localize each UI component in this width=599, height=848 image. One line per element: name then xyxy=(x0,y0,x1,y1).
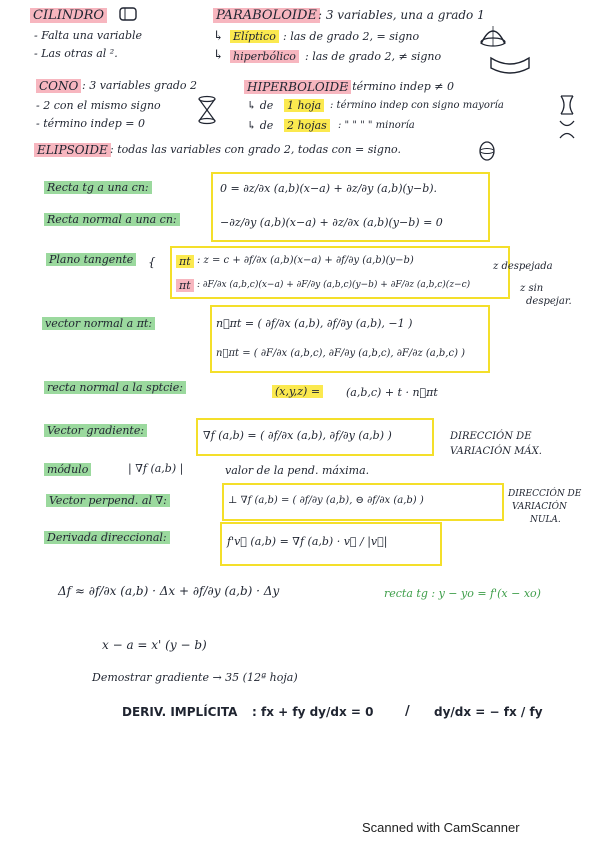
cono-desc: : 3 variables grado 2 xyxy=(82,79,198,92)
branch-arrow-1: ↳ xyxy=(213,29,224,44)
vector-perp-note-1: DIRECCIÓN DE xyxy=(508,489,582,499)
dos-hojas-n: 2 hojas xyxy=(284,119,330,132)
recta-normal-formula: −∂z/∂y (a,b)(x−a) + ∂z/∂x (a,b)(y−b) = 0 xyxy=(220,216,443,229)
recta-normal-sup-label: recta normal a la sptcie: xyxy=(44,381,186,394)
recta-normal-sup-lhs: (x,y,z) = xyxy=(272,385,323,398)
demostrar-text: Demostrar gradiente → 35 (12ª hoja) xyxy=(92,671,298,684)
derivada-label: Derivada direccional: xyxy=(44,531,170,544)
saddle-icon xyxy=(488,52,532,76)
vector-normal-box xyxy=(210,305,490,373)
elipsoide-title: ELIPSOIDE xyxy=(34,143,111,157)
vector-perp-label: Vector perpend. al ∇: xyxy=(46,494,170,507)
vector-perp-note-2: VARIACIÓN xyxy=(512,502,567,512)
recta-tg-green: recta tg : y − yo = f'(x − xo) xyxy=(384,587,541,600)
hyperboloid-two-sheets-icon xyxy=(558,118,576,140)
cilindro-title: CILINDRO xyxy=(30,8,107,23)
pi-t-2: πt xyxy=(176,279,194,292)
vector-normal-label: vector normal a πt: xyxy=(42,317,155,330)
hiperbolico-text: : las de grado 2, ≠ signo xyxy=(305,50,442,63)
plano-tangente-label: Plano tangente xyxy=(46,253,136,266)
hyperboloid-one-sheet-icon xyxy=(558,94,576,116)
recta-tg-label: Recta tg a una cn: xyxy=(44,181,152,194)
implicita-label: DERIV. IMPLÍCITA xyxy=(122,705,238,719)
pi-t-1: πt xyxy=(176,255,194,268)
hiperboloide-desc: : término indep ≠ 0 xyxy=(345,80,454,93)
branch-arrow-2: ↳ xyxy=(213,48,224,63)
elliptic-paraboloid-icon xyxy=(478,22,508,48)
plano-note-1: z despejada xyxy=(493,261,553,272)
eliptico-label: Elíptico xyxy=(230,30,279,43)
hiperbolico-label: hiperbólico xyxy=(230,50,299,63)
una-hoja-pre: ↳ de xyxy=(247,99,274,112)
recta-normal-label: Recta normal a una cn: xyxy=(44,213,180,226)
paraboloide-desc: : 3 variables, una a grado 1 xyxy=(318,8,485,22)
eliptico-text: : las de grado 2, = signo xyxy=(283,30,420,43)
dos-hojas-pre: ↳ de xyxy=(247,119,274,132)
gradiente-note-2: VARIACIÓN MÁX. xyxy=(450,446,542,457)
elipsoide-desc: : todas las variables con grado 2, todas con = signo. xyxy=(110,143,401,156)
cilindro-bullet-2: - Las otras al ². xyxy=(34,47,118,60)
plano-note-2a: z sin xyxy=(520,283,544,294)
cylinder-icon xyxy=(117,6,139,22)
recta-normal-sup-rhs: (a,b,c) + t · n⃗πt xyxy=(346,386,438,399)
incremento-formula: Δf ≈ ∂f/∂x (a,b) · Δx + ∂f/∂y (a,b) · Δy xyxy=(58,584,280,598)
cilindro-bullet-1: - Falta una variable xyxy=(34,29,143,42)
cono-title: CONO xyxy=(36,79,81,93)
modulo-label: módulo xyxy=(44,463,91,476)
dos-hojas-text: : " " " " minoría xyxy=(338,120,415,131)
plano-box xyxy=(170,246,510,299)
modulo-text: valor de la pend. máxima. xyxy=(225,464,370,477)
recta-tg-formula: 0 = ∂z/∂x (a,b)(x−a) + ∂z/∂y (a,b)(y−b). xyxy=(220,182,438,195)
una-hoja-n: 1 hoja xyxy=(284,99,324,112)
xa-formula: x − a = x' (y − b) xyxy=(102,638,207,652)
ellipsoid-icon xyxy=(478,140,496,162)
cone-icon xyxy=(196,95,218,125)
plano-note-2b: despejar. xyxy=(526,296,572,307)
cono-bullet-2: - término indep = 0 xyxy=(36,117,145,130)
camscanner-footer: Scanned with CamScanner xyxy=(362,820,520,835)
hiperboloide-title: HIPERBOLOIDE xyxy=(244,80,351,94)
gradiente-formula: ∇f (a,b) = ( ∂f/∂x (a,b), ∂f/∂y (a,b) ) xyxy=(203,429,392,442)
plano-formula-1: : z = c + ∂f/∂x (a,b)(x−a) + ∂f/∂y (a,b)(y−b) xyxy=(197,255,414,266)
paraboloide-title: PARABOLOIDE xyxy=(213,8,320,23)
gradiente-label: Vector gradiente: xyxy=(44,424,147,437)
plano-formula-2: : ∂F/∂x (a,b,c)(x−a) + ∂F/∂y (a,b,c)(y−b) + ∂F/∂z (a,b,c)(z−c) xyxy=(197,280,471,290)
implicita-formula: : fx + fy dy/dx = 0 xyxy=(252,705,374,719)
vector-perp-note-3: NULA. xyxy=(530,515,561,525)
vector-normal-f2: n⃗πt = ( ∂F/∂x (a,b,c), ∂F/∂y (a,b,c), ∂F/∂z (a,b,c) ) xyxy=(216,348,466,359)
vector-perp-formula: ⊥ ∇f (a,b) = ( ∂f/∂y (a,b), ⊖ ∂f/∂x (a,b) ) xyxy=(228,495,424,506)
gradiente-note-1: DIRECCIÓN DE xyxy=(450,431,532,442)
cono-bullet-1: - 2 con el mismo signo xyxy=(36,99,161,112)
modulo-formula: | ∇f (a,b) | xyxy=(128,462,184,475)
brace-icon: { xyxy=(148,255,156,269)
implicita-formula-2: dy/dx = − fx / fy xyxy=(434,705,543,719)
vector-normal-f1: n⃗πt = ( ∂f/∂x (a,b), ∂f/∂y (a,b), −1 ) xyxy=(216,317,413,330)
derivada-formula: f'v⃗ (a,b) = ∇f (a,b) · v⃗ / |v⃗| xyxy=(227,535,388,548)
implicita-slash: / xyxy=(405,704,410,719)
una-hoja-text: : término indep con signo mayoría xyxy=(330,100,504,111)
